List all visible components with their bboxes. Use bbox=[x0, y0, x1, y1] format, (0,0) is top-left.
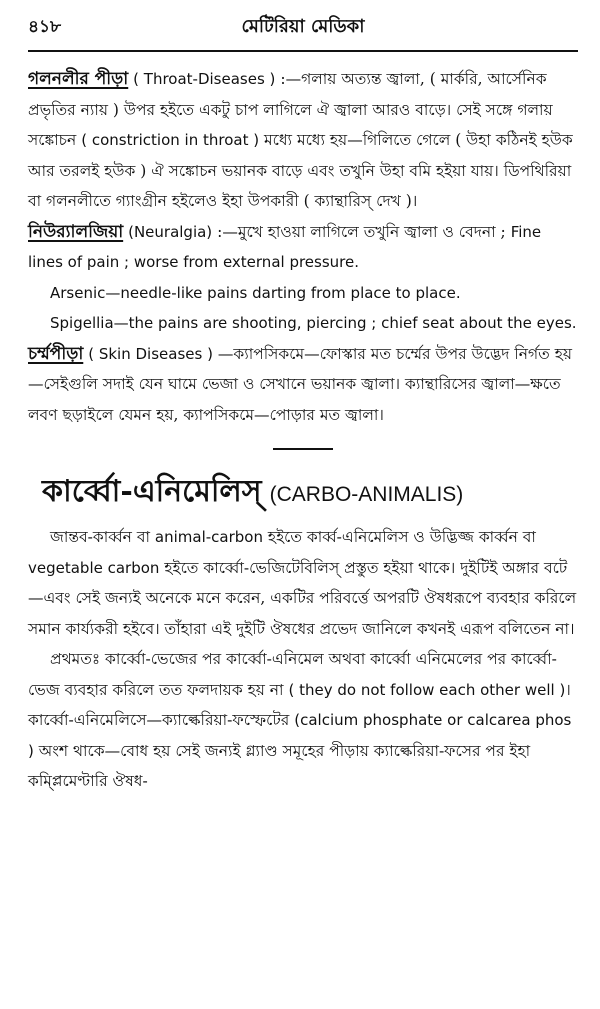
carbo-p2-text-a: প্রথমতঃ কার্ব্বো-ভেজের পর কার্ব্বো-এনিমেল অথবা কার্ব্বো এনিমেলের পর কার্ব্বো-ভেজ ব্যবহার করিলে তত ফলদায়ক হয় না bbox=[28, 650, 557, 699]
page-header bbox=[28, 0, 578, 52]
carbo-p1-text-a: জান্তব-কার্ব্বন বা bbox=[50, 528, 150, 546]
carbo-paragraph-1 bbox=[28, 522, 578, 644]
neuralgia-heading-en: (Neuralgia) bbox=[128, 222, 213, 241]
running-title: মেটিরিয়া মেডিকা bbox=[241, 16, 365, 37]
throat-text-1: :—গলায় অত্যন্ত জ্বালা, ( মার্করি, আর্সেনিক প্রভৃতির ন্যায় ) উপর হইতে একটু চাপ লাগিলে ঐ জ্বালা আরও বাড়ে। সেই সঙ্গে গলায় সঙ্কোচন bbox=[28, 70, 553, 149]
carbo-title-en: (CARBO-ANIMALIS) bbox=[269, 483, 464, 506]
carbo-p1-text-c: হইতে কার্ব্বো-ভেজিটেবিলিস্ প্রস্তুত হইয়া থাকে। দুইটিই অঙ্গার বটে—এবং সেই জন্যই অনেকে মনে করেন, একটির পরিবর্ত্তে অপরটি ঔষধরূপে ব্যবহার করিলে সমান কার্য্যকরী হইবে। তাঁহারা এই দুইটি ঔষধের প্রভেদ জানিলে কখনই এরূপ বলিতেন না। bbox=[28, 558, 577, 638]
skin-heading-bn: চর্ম্মপীড়া bbox=[28, 343, 84, 364]
carbo-p2-text-c: অংশ থাকে—বোধ হয় সেই জন্যই গ্ল্যাণ্ড সমূহের পীড়ায় ক্যাল্কেরিয়া-ফসের পর ইহা কম্প্লিমেণ্টারি ঔষধ- bbox=[28, 741, 531, 790]
neuralgia-text-1: :—মুখে হাওয়া লাগিলে তখুনি জ্বালা ও বেদনা ; bbox=[217, 222, 506, 241]
throat-text-en: ( constriction in throat ) bbox=[81, 131, 260, 149]
skin-diseases-paragraph bbox=[28, 339, 578, 431]
throat-heading-bn: গলনলীর পীড়া bbox=[28, 69, 129, 89]
throat-diseases-paragraph bbox=[28, 64, 578, 217]
page-content bbox=[28, 64, 578, 797]
skin-heading-en: ( Skin Diseases ) bbox=[88, 344, 213, 363]
neuralgia-paragraph bbox=[28, 217, 578, 278]
carbo-p1-en-2: vegetable carbon bbox=[28, 558, 160, 577]
throat-text-2: মধ্যে মধ্যে হয়—গিলিতে গেলে ( উহা কঠিনই হউক আর তরলই হউক ) ঐ সঙ্কোচন ভয়ানক বাড়ে এবং তখুনি উহা বমি হইয়া যায়। ডিপথিরিয়া বা গলনলীতে গ্যাংগ্রীন হইলেও ইহা উপকারী ( ক্যান্থারিস্ দেখ )। bbox=[28, 131, 573, 210]
carbo-title-bn: কার্ব্বো-এনিমেলিস্ bbox=[42, 474, 262, 509]
skin-text: —ক্যাপসিকমে—ফোস্কার মত চর্ম্মের উপর উদ্ভেদ নির্গত হয়—সেইগুলি সদাই যেন ঘামে ভেজা ও সেখানে ভয়ানক জ্বালা। ক্যান্থারিসের জ্বালা—ক্ষতে লবণ ছড়াইলে যেমন হয়, ক্যাপসিকমে—পোড়ার মত জ্বালা। bbox=[28, 344, 573, 424]
carbo-p1-text-b: হইতে কার্ব্ব-এনিমেলিস ও উদ্ভিজ্জ কার্ব্বন বা bbox=[267, 528, 536, 546]
carbo-p1-en-1: animal-carbon bbox=[154, 528, 263, 546]
page-number: ৪১৮ bbox=[28, 17, 62, 37]
carbo-paragraph-2 bbox=[28, 644, 578, 797]
neuralgia-text-en: Fine lines of pain ; worse from external pressure. bbox=[28, 222, 542, 271]
throat-heading-en: ( Throat-Diseases ) bbox=[133, 70, 276, 88]
section-divider bbox=[273, 448, 333, 450]
arsenic-line: Arsenic—needle-like pains darting from place to place. bbox=[50, 283, 461, 302]
carbo-animalis-title bbox=[42, 472, 578, 516]
carbo-p2-en-1: ( they do not follow each other well ) bbox=[288, 680, 566, 699]
carbo-p2-text-b: । কার্ব্বো-এনিমেলিসে—ক্যাল্কেরিয়া-ফস্ফেটের bbox=[28, 680, 571, 729]
carbo-p2-en-2: (calcium phosphate or calcarea phos ) bbox=[28, 711, 572, 760]
neuralgia-heading-bn: নিউর‍্যালজিয়া bbox=[28, 221, 124, 242]
spigellia-line: Spigellia—the pains are shooting, piercing ; chief seat about the eyes. bbox=[50, 314, 577, 332]
